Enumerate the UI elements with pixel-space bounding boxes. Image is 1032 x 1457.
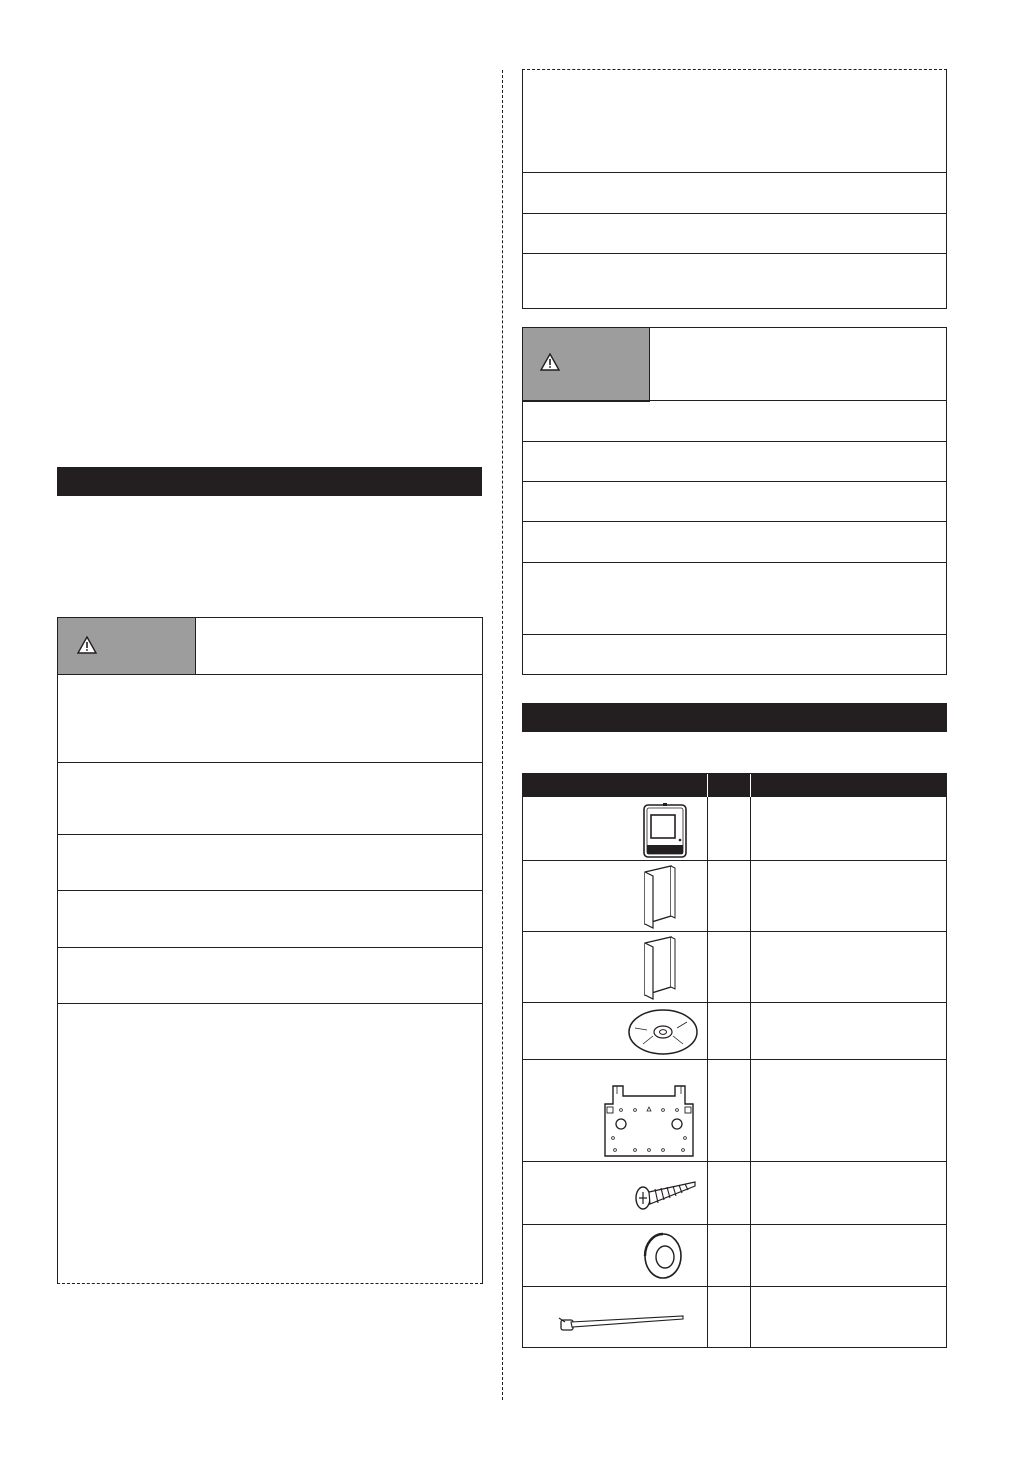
warning-row-divider: [58, 834, 482, 835]
warning-box-right: [522, 327, 947, 675]
table-row-divider: [523, 1224, 946, 1225]
column-divider: [502, 70, 503, 1400]
continued-row-divider: [523, 213, 946, 214]
booklet-icon: [641, 935, 681, 1000]
monitor-unit-icon: [640, 803, 690, 859]
warning-triangle-icon: [540, 353, 560, 371]
screw-icon: [633, 1176, 699, 1212]
section-heading-bar-right: [522, 703, 947, 732]
warning-label: [523, 328, 650, 402]
table-row-divider: [523, 860, 946, 861]
warning-row-divider: [523, 634, 946, 635]
continued-row-divider: [523, 172, 946, 173]
table-row-divider: [523, 931, 946, 932]
warning-row-divider: [523, 521, 946, 522]
table-header: [523, 774, 946, 797]
warning-row-divider: [58, 947, 482, 948]
section-heading-bar-left: [57, 467, 482, 496]
warning-row-divider: [523, 441, 946, 442]
warning-row-divider: [58, 890, 482, 891]
table-row-divider: [523, 1002, 946, 1003]
accessories-table: [522, 773, 947, 1348]
warning-header-rule: [58, 674, 482, 675]
cd-disc-icon: [627, 1008, 699, 1056]
warning-row-divider: [58, 1003, 482, 1004]
table-row-divider: [523, 1059, 946, 1060]
table-row-divider: [523, 1286, 946, 1287]
mounting-bracket-icon: [603, 1082, 695, 1158]
header-column-rule: [750, 774, 751, 797]
warning-box-left: [57, 617, 483, 1284]
warning-row-divider: [523, 481, 946, 482]
washer-icon: [639, 1230, 687, 1282]
booklet-icon: [641, 864, 681, 929]
warning-row-divider: [58, 762, 482, 763]
warning-triangle-icon: [77, 636, 97, 654]
continued-warning-box: [522, 69, 947, 309]
cable-tie-icon: [555, 1310, 687, 1334]
continued-row-divider: [523, 253, 946, 254]
warning-label: [58, 618, 196, 675]
table-row-divider: [523, 1161, 946, 1162]
warning-row-divider: [523, 562, 946, 563]
header-column-rule: [707, 774, 708, 797]
warning-box-bottom: [57, 1283, 483, 1284]
continued-box-top: [522, 69, 947, 70]
warning-header-rule: [523, 400, 946, 401]
